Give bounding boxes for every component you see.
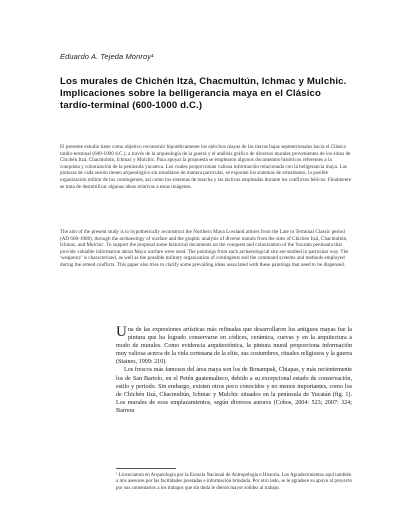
article-title: Los murales de Chichén Itzá, Chacmultún, Ichmac y Mulchic. Implicaciones sobre la belligerancia maya en el Clásico tardío-terminal (600-1000 d.C.) [60,76,347,111]
author-name: Eduardo A. Tejeda Monroy¹ [60,52,154,61]
abstract-english: The aim of the present study is to hypothetically reconstruct the Northern Maya Lowland armies from the Late to Terminal Classic period (AD 600-1000), through the archaeology of warfare and the graphic analysis of diverse murals from the sites of Chichén Itzá, Chacmultún, Ichmac, and Mulchic. To support the proposal some historical documents on the conquest and colonization of the Yucatán peninsula that provide valuable information about Maya warfare were used. The paintings from each archaeological site are studied in particular way. The 'weaponry' is characterized, as well as the possible military organization of contingents and the command systems and methods employed during the armed conflicts. This paper also tries to clarify some prevailing ideas associated with these paintings that need to be dispensed. [60,229,349,268]
footnote: ¹ Licenciatura en Arqueología por la Escuela Nacional de Antropología e Historia. Los Agradecimientos aquí también a mis asesores por las facilidades prestadas e información brindada. Por otro lado, se le agradece su apoyo al proyecto por sus comentarios a los trabajos que sin duda le dieron mayor solidez al trabajo. [116,473,352,491]
body-text [116,326,352,415]
drop-cap: U [116,324,127,340]
footnote-divider [116,468,176,469]
body-paragraph-1 [116,326,352,366]
body-paragraph-1-text: na de las expresiones artísticas más refinadas que desarrollaron los antiguos mayas fue la pintura que ha logrado conservarse en códices, cerámica, cuevas y en la arquitectura a modo de murales. Como evidencia arquitectónica, la pintura mural proporciona información muy valiosa acerca de la vida cortesana de la elite, sus costumbres, rituales religiosos y la guerra (Staines, 1999: 210). [116,327,352,366]
body-paragraph-2: Los frescos más famosos del área maya son los de Bonampak, Chiapas, y más recientemente los de San Bartolo, en el Petén guatemalteco, debido a su excepcional estado de conservación, estilo y periodo. Sin embargo, existen otros poco conocidos y no menos importantes, como los de Chichén Itzá, Chacmultún, Ichmac y Mulchic situados en la península de Yucatán (fig. 1). Los murales de esos emplazamientos, según diversos autores (Cobos, 2004: 523; 2007: 324; Barrera [116,367,352,414]
abstract-spanish: El presente estudio tiene como objetivo reconstruir hipotéticamente los ejércitos mayas de las tierras bajas septentrionales hacia el Clásico tardío-terminal (600-1000 d.C.), a través de la arqueología de la guerra y el análisis gráfico de diversos murales provenientes de los sitios de Chichén Itzá, Chacmultún, Ichmac y Mulchic. Para apoyar la propuesta se emplearon algunos documentos históricos referentes a la conquista y colonización de la península yucateca. Los cuales proporcionan valiosa información relacionada con la beligerancia maya. Las pinturas de cada sesión tienen arqueológico sin estudiarse de manera particular, se exponen los sistemas de armamento, la posible organización militar de los contingentes, así como los sistemas de marcha y las tácticas empleadas durante los conflictos bélicos. Finalmente se trata de desmitificar algunas ideas relativas a estas imágenes. [60,144,352,190]
